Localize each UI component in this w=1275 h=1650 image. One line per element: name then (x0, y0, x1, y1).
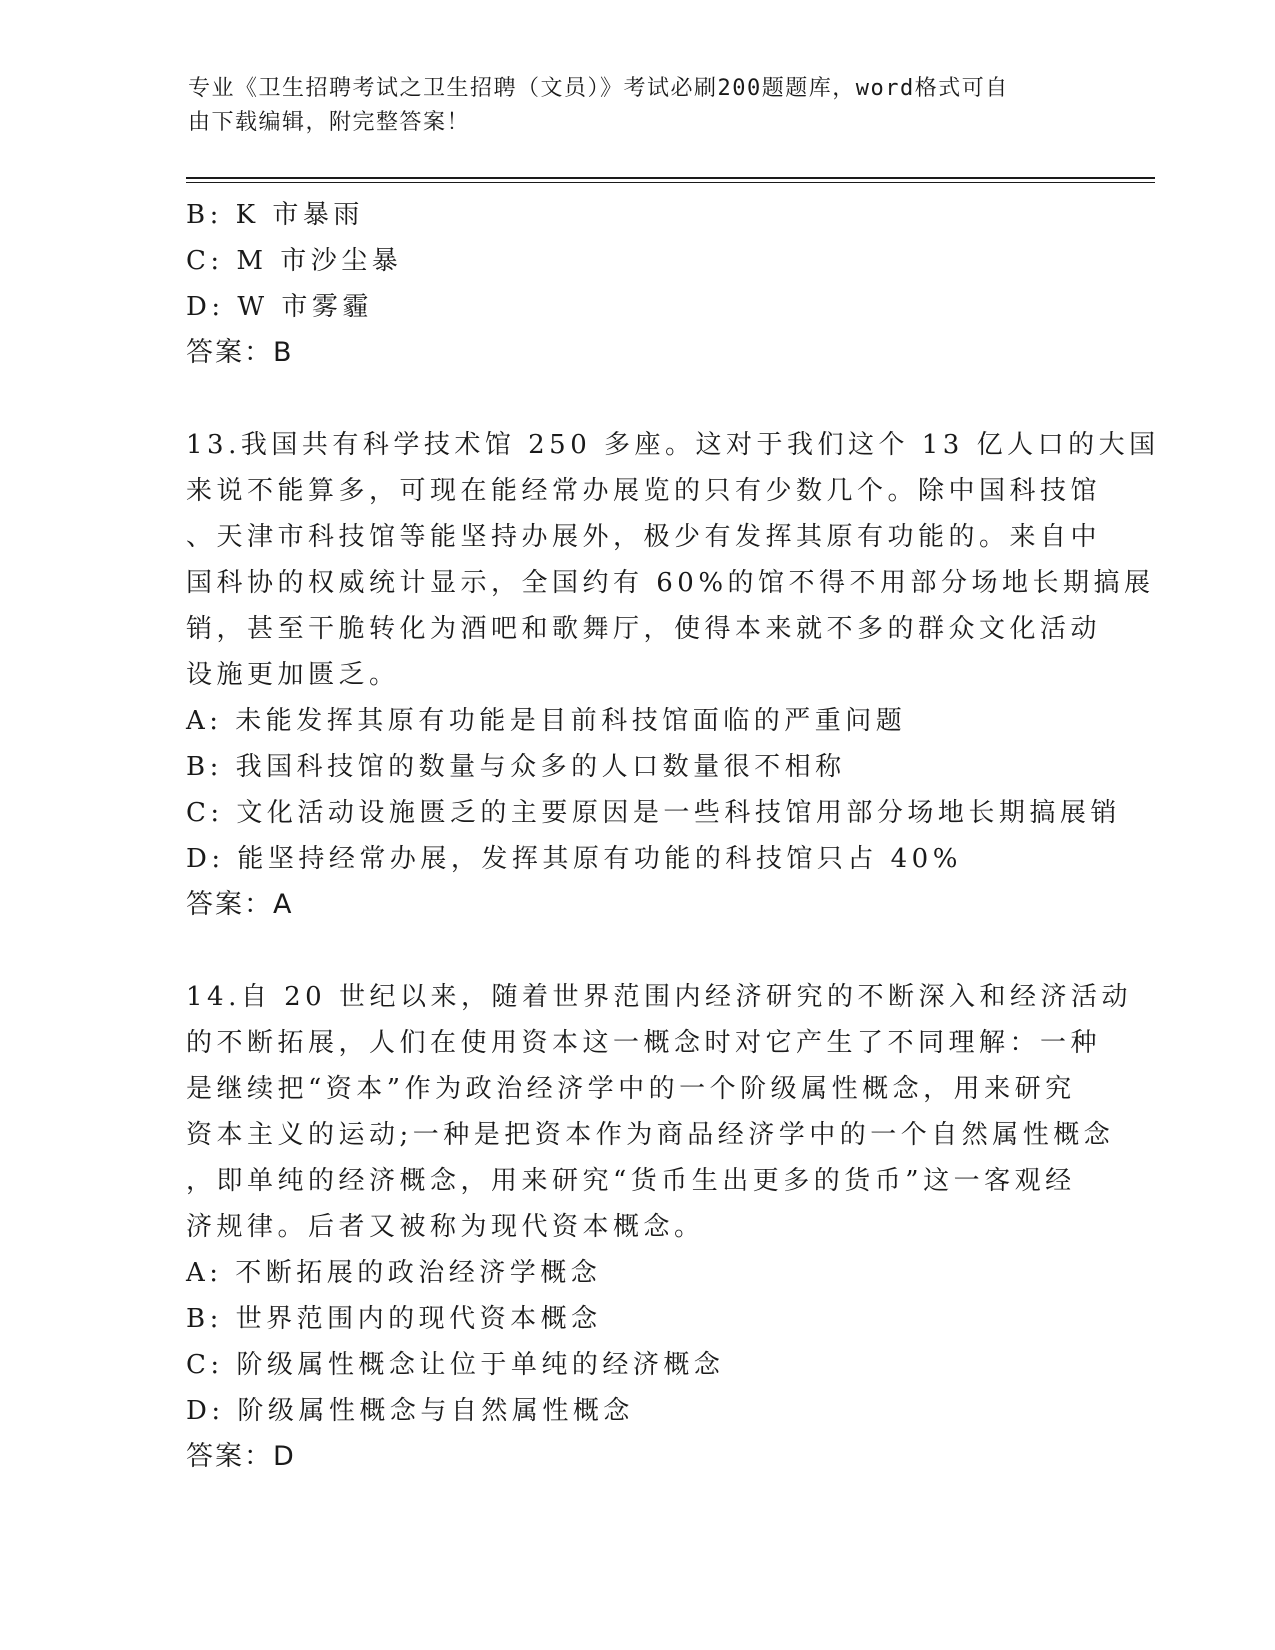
stem-line: 设施更加匮乏。 (186, 660, 400, 690)
question-12-answer: 答案：B (186, 337, 294, 368)
option-d: D: W 市雾霾 (186, 292, 373, 322)
stem-line: 来说不能算多，可现在能经常办展览的只有少数几个。除中国科技馆 (186, 476, 1102, 506)
stem-line: 是继续把“资本”作为政治经济学中的一个阶级属性概念，用来研究 (186, 1074, 1076, 1104)
stem-line: 14.自 20 世纪以来，随着世界范围内经济研究的不断深入和经济活动 (186, 982, 1132, 1012)
option-c: C: 文化活动设施匮乏的主要原因是一些科技馆用部分场地长期搞展销 (186, 798, 1121, 828)
question-14-answer: 答案：D (186, 1441, 296, 1472)
option-a: A: 未能发挥其原有功能是目前科技馆面临的严重问题 (186, 706, 907, 736)
header-divider-thin (186, 182, 1155, 183)
question-13-answer: 答案：A (186, 889, 294, 920)
stem-line: 13.我国共有科学技术馆 250 多座。这对于我们这个 13 亿人口的大国 (186, 430, 1160, 460)
question-13-options (186, 698, 1121, 882)
page-header: 专业《卫生招聘考试之卫生招聘（文员）》考试必刷200题题库，word格式可自 由下载编辑，附完整答案！ (188, 76, 1009, 135)
question-content (186, 192, 1160, 1480)
question-13-stem (186, 422, 1160, 698)
spacer (186, 928, 1086, 974)
question-14-stem (186, 974, 1132, 1250)
stem-line: 资本主义的运动;一种是把资本作为商品经济学中的一个自然属性概念 (186, 1120, 1115, 1150)
option-a: A: 不断拓展的政治经济学概念 (186, 1258, 602, 1288)
option-d: D: 能坚持经常办展，发挥其原有功能的科技馆只占 40% (186, 844, 962, 874)
option-c: C: M 市沙尘暴 (186, 246, 403, 276)
spacer (186, 376, 1086, 422)
header-divider-thick (186, 177, 1155, 179)
option-b: B: 我国科技馆的数量与众多的人口数量很不相称 (186, 752, 846, 782)
option-d: D: 阶级属性概念与自然属性概念 (186, 1396, 634, 1426)
question-14-options (186, 1250, 1086, 1434)
stem-line: 国科协的权威统计显示，全国约有 60%的馆不得不用部分场地长期搞展 (186, 568, 1155, 598)
stem-line: 销，甚至干脆转化为酒吧和歌舞厅，使得本来就不多的群众文化活动 (186, 614, 1102, 644)
question-12-options (186, 192, 1086, 330)
option-b: B: K 市暴雨 (186, 200, 364, 230)
stem-line: ，即单纯的经济概念，用来研究“货币生出更多的货币”这一客观经 (186, 1166, 1076, 1196)
stem-line: 、天津市科技馆等能坚持办展外，极少有发挥其原有功能的。来自中 (186, 522, 1102, 552)
stem-line: 的不断拓展，人们在使用资本这一概念时对它产生了不同理解：一种 (186, 1028, 1102, 1058)
option-c: C: 阶级属性概念让位于单纯的经济概念 (186, 1350, 725, 1380)
option-b: B: 世界范围内的现代资本概念 (186, 1304, 602, 1334)
stem-line: 济规律。后者又被称为现代资本概念。 (186, 1212, 705, 1242)
